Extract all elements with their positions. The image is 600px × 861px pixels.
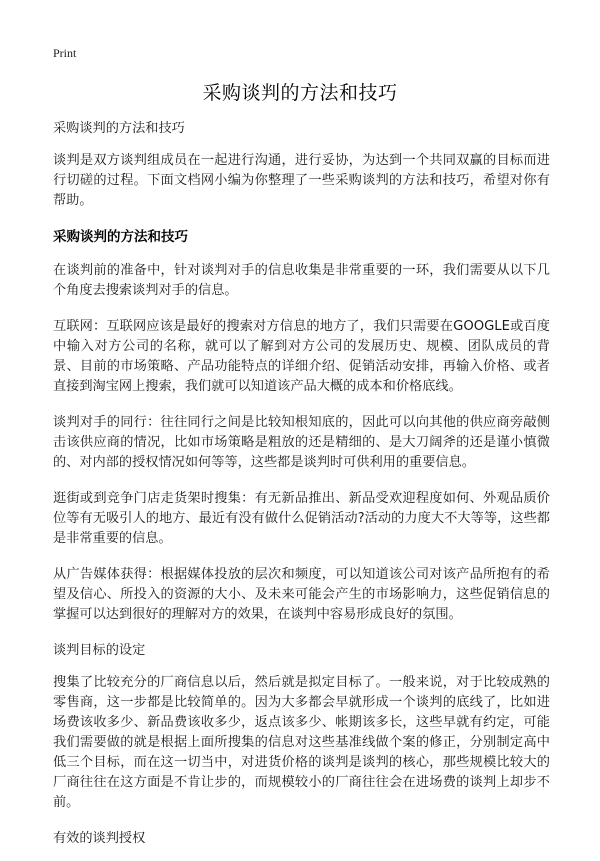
section-label-authorization: 有效的谈判授权 <box>53 831 146 846</box>
section-label-goal-setting: 谈判目标的设定 <box>53 643 146 658</box>
body-paragraph: 搜集了比较充分的厂商信息以后，然后就是拟定目标了。一般来说，对于比较成熟的零售商，这一步都是比较简单的。因为大多都会早就形成一个谈判的底线了，比如进场费该收多少、新品费该收多少，返点该多少、帐期该多长，这些早就有约定，可能我们需要做的就是根据上面所搜集的信息对这些基准线做个案的修正，分别制定高中低三个目标，而在这一切当中，对进货价格的谈判是谈判的核心，那些规模比较大的厂商往往在这方面是不肯让步的，而规模较小的厂商往往会在进场费的谈判上却步不前。 <box>53 675 550 810</box>
body-paragraph: 互联网：互联网应该是最好的搜索对方信息的地方了，我们只需要在GOOGLE或百度中输入对方公司的名称，就可以了解到对方公司的发展历史、规模、团队成员的背景、目前的市场策略、产品功能特点的详细介绍、促销活动安排，再输入价格、或者直接到淘宝网上搜索，我们就可以知道该产品大概的成本和价格底线。 <box>53 319 550 394</box>
page-title: 采购谈判的方法和技巧 <box>202 82 398 104</box>
article-subtitle: 采购谈判的方法和技巧 <box>53 121 185 136</box>
section-heading: 采购谈判的方法和技巧 <box>53 229 188 245</box>
body-paragraph: 在谈判前的准备中，针对谈判对手的信息收集是非常重要的一环，我们需要从以下几个角度去搜索谈判对手的信息。 <box>53 263 550 298</box>
intro-paragraph: 谈判是双方谈判组成员在一起进行沟通，进行妥协，为达到一个共同双赢的目标而进行切磋的过程。下面文档网小编为你整理了一些采购谈判的方法和技巧，希望对你有帮助。 <box>53 153 550 208</box>
article-body <box>53 119 550 861</box>
body-paragraph: 从广告媒体获得：根据媒体投放的层次和频度，可以知道该公司对该产品所抱有的希望及信心、所投入的资源的大小、及未来可能会产生的市场影响力，这些促销信息的掌握可以达到很好的理解对方的效果，在谈判中容易形成良好的氛围。 <box>53 567 550 622</box>
print-link[interactable]: Print <box>53 46 77 60</box>
body-paragraph: 逛街或到竞争门店走货架时搜集：有无新品推出、新品受欢迎程度如何、外观品质价位等有无吸引人的地方、最近有没有做什么促销活动?活动的力度大不大等等，这些都是非常重要的信息。 <box>53 491 550 546</box>
body-paragraph: 谈判对手的同行：往往同行之间是比较知根知底的，因此可以向其他的供应商旁敲侧击该供应商的情况，比如市场策略是粗放的还是精细的、是大刀阔斧的还是谨小慎微的、对内部的授权情况如何等等，这些都是谈判时可供利用的重要信息。 <box>53 415 550 470</box>
